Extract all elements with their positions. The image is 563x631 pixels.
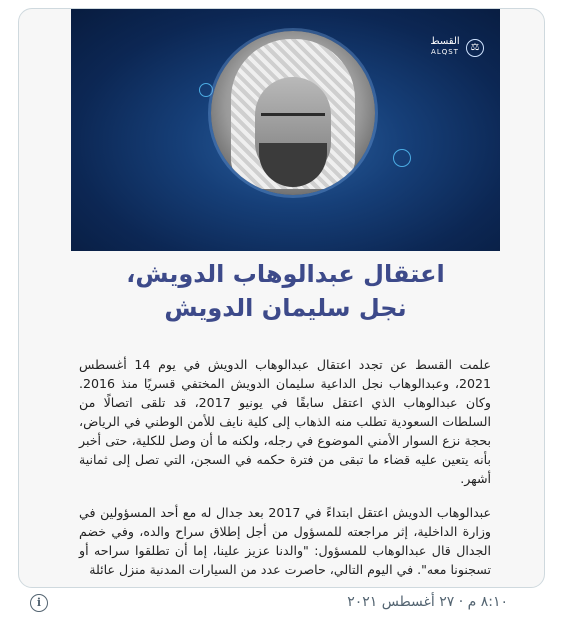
glasses-shape [261,113,325,130]
portrait-photo [211,31,375,195]
logo-english-text: ALQST [431,48,459,56]
logo-arabic-text: القسط [430,36,460,47]
info-icon[interactable]: i [30,594,48,612]
article-banner-image [71,9,500,251]
tweet-timestamp[interactable]: ٨:١٠ م · ٢٧ أغسطس ٢٠٢١ [347,594,508,610]
decor-circle-icon [393,149,411,167]
article-paragraph: عبدالوهاب الدويش اعتقل ابتداءً في 2017 بعد جدال له مع أحد المسؤولين في وزارة الداخلية، إثر مراجعته للمسؤول من أجل إطلاق سراح والده، وفي خضم الجدال قال عبدالوهاب للمسؤول: "والدنا عزيز علينا، إما أن تطلقوا سراحه أو تسجنونا معه". في اليوم التالي، حاصرت عدد من السيارات المدنية منزل عائلة [79,505,491,577]
tweet-footer [26,592,526,616]
alqst-logo [422,37,468,61]
article-headline [71,257,500,325]
decor-circle-icon [199,83,213,97]
headline-line-1: اعتقال عبدالوهاب الدويش، [126,260,445,288]
headline-line-2: نجل سليمان الدويش [164,294,407,322]
article-paragraph: علمت القسط عن تجدد اعتقال عبدالوهاب الدويش في يوم 14 أغسطس 2021، وعبدالوهاب نجل الداعية سليمان الدويش المختفي قسريًا منذ 2016. وكان عبدالوهاب الذي اعتقل سابقًا في يونيو 2017، قد تلقى اتصالًا من السلطات السعودية تطلب منه الذهاب إلى كلية نايف للأمن الوطني في الرياض، بحجة نزع السوار الأمني الموضوع في رجله، ولكنه ما أن وصل للكلية، حتى أخبر بأنه يتعين عليه قضاء ما تبقى من فترة حكمه في السجن، التي تصل إلى ثمانية أشهر. [79,357,491,486]
media-card[interactable] [18,8,545,588]
scale-icon: ⚖ [466,39,484,57]
